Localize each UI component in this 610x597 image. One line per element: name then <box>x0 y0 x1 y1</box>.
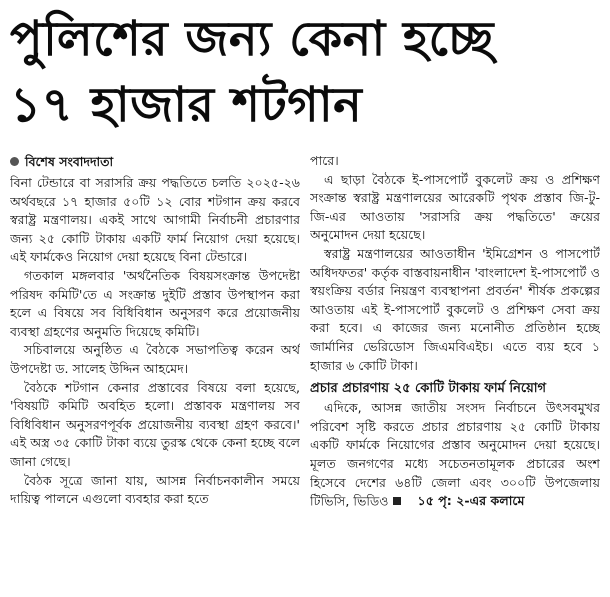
bullet-icon <box>10 157 19 166</box>
paragraph <box>310 399 600 511</box>
right-column <box>310 152 600 593</box>
headline-line-1: পুলিশের জন্য কেনা হচ্ছে <box>10 11 494 67</box>
paragraph: স্বরাষ্ট্র মন্ত্রণালয়ের আওতাধীন 'ইমিগ্রেশন ও পাসপোর্ট অধিদফতর' কর্তৃক বাস্তবায়নাধীন 'বাংলাদেশ ই-পাসপোর্ট ও স্বয়ংক্রিয় বর্ডার নিয়ন্ত্রণ ব্যবস্থাপনা প্রবর্তন' শীর্ষক প্রকল্পের আওতায় এই ই-পাসপোর্ট বুকলেট ও প্রশিক্ষণ সেবা ক্রয় করা হবে। এ কাজের জন্য মনোনীত প্রতিষ্ঠান হচ্ছে জার্মানির ভেরিডোস জিএমবিএইচ। এতে ব্যয় হবে ১ হাজার ৬ কোটি টাকা। <box>310 245 600 373</box>
paragraph: বিনা টেন্ডারে বা সরাসরি ক্রয় পদ্ধতিতে চলতি ২০২৫-২৬ অর্থবছরে ১৭ হাজার ৫০টি ১২ বোর শটগান ক্রয় করবে স্বরাষ্ট্র মন্ত্রণালয়। একই সাথে আগামী নির্বাচনী প্রচারণার জন্য ২৫ কোটি টাকায় একটি ফার্ম নিয়োগ দেয়া হয়েছে। এই ফার্মকেও নিয়োগ দেয়া হয়েছে বিনা টেন্ডারে। <box>10 175 300 265</box>
subheading: প্রচার প্রচারণায় ২৫ কোটি টাকায় ফার্ম নিয়োগ <box>310 381 547 397</box>
byline-text: বিশেষ সংবাদদাতা <box>25 154 114 169</box>
article-body <box>10 152 600 593</box>
paragraph: বৈঠকে শটগান কেনার প্রস্তাবের বিষয়ে বলা হয়েছে, 'বিষয়টি কমিটি অবহিত হলো। প্রস্তাবক মন্ত্রণালয় সব বিধিবিধান অনুসরণপূর্বক প্রয়োজনীয় ব্যবস্থা গ্রহণ করবে।' এই অস্ত্র ৩৫ কোটি টাকা ব্যয়ে তুরস্ক থেকে কেনা হচ্ছে বলে জানা গেছে। <box>10 379 300 469</box>
headline-line-2: ১৭ হাজার শটগান <box>10 77 363 133</box>
continuation-text: ১৫ পৃ: ২-এর কলামে <box>417 493 525 509</box>
left-column <box>10 152 300 593</box>
paragraph: বৈঠক সূত্রে জানা যায়, আসন্ন নির্বাচনকালীন সময়ে দায়িত্ব পালনে এগুলো ব্যবহার করা হতে <box>10 472 300 507</box>
continuation-note <box>393 492 525 511</box>
byline <box>10 152 300 171</box>
paragraph: পারে। <box>310 153 339 168</box>
paragraph: গতকাল মঙ্গলবার 'অর্থনৈতিক বিষয়সংক্রান্ত উপদেষ্টা পরিষদ কমিটি'তে এ সংক্রান্ত দুইটি প্রস্তাব উপস্থাপন করা হলে এ বিষয়ে সব বিধিবিধান অনুসরণ করে প্রয়োজনীয় ব্যবস্থা গ্রহণের অনুমতি দিয়েছে কমিটি। <box>10 267 300 339</box>
square-icon <box>393 497 401 505</box>
paragraph: এ ছাড়া বৈঠকে ই-পাসপোর্ট বুকলেট ক্রয় ও প্রশিক্ষণ সংক্রান্ত স্বরাষ্ট্র মন্ত্রণালয়ের আরেকটি পৃথক প্রস্তাব জি-টু-জি-এর আওতায় 'সরাসরি ক্রয় পদ্ধতিতে' ক্রয়ের অনুমোদন দেয়া হয়েছে। <box>310 171 600 243</box>
paragraph-text: এদিকে, আসন্ন জাতীয় সংসদ নির্বাচনে উৎসবমুখর পরিবেশ সৃষ্টি করতে প্রচার প্রচারণায় ২৫ কোটি টাকায় একটি ফার্মকে নিয়োগের প্রস্তাব অনুমোদন দেয়া হয়েছে। মূলত জনগণের মধ্যে সচেতনতামূলক প্রচারের অংশ হিসেবে দেশের ৬৪টি জেলা এবং ৩০০টি উপজেলায় টিভিসি, ভিডিও <box>310 400 600 509</box>
headline <box>10 6 600 138</box>
paragraph: সচিবালয়ে অনুষ্ঠিত এ বৈঠকে সভাপতিত্ব করেন অর্থ উপদেষ্টা ড. সালেহ উদ্দিন আহমেদ। <box>10 342 300 376</box>
